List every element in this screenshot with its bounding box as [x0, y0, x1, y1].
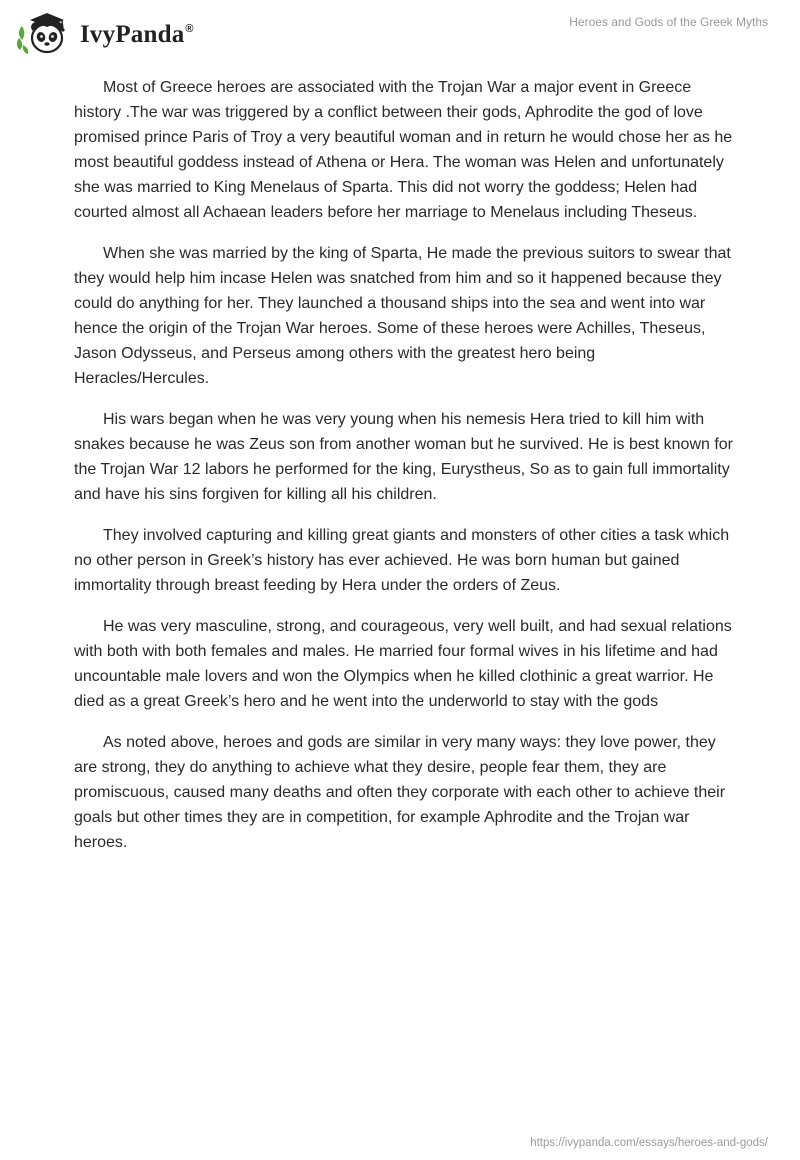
essay-body — [74, 75, 734, 871]
paragraph: They involved capturing and killing great giants and monsters of other cities a task which no other person in Greek’s history has ever achieved. He was born human but gained immortality through breast feeding by Hera under the orders of Zeus. — [74, 527, 730, 594]
paragraph: His wars began when he was very young when his nemesis Hera tried to kill him with snakes because he was Zeus son from another woman but he survived. He is best known for the Trojan War 12 labors he performed for the king, Eurystheus, So as to gain full immortality and have his sins forgiven for killing all his children. — [74, 411, 734, 503]
paragraph: As noted above, heroes and gods are similar in very many ways: they love power, they are strong, they do anything to achieve what they desire, people fear them, they are promiscuous, caused many deaths and often they corporate with each other to achieve their goals but other times they are in competition, for example Aphrodite and the Trojan war heroes. — [74, 734, 726, 851]
page-header — [0, 0, 800, 70]
paragraph: He was very masculine, strong, and courageous, very well built, and had sexual relations with both with both females and males. He married four formal wives in his lifetime and had uncountable male lovers and won the Olympics when he killed clothinic a great warrior. He died as a great Greek’s hero and he went into the underworld to stay with the gods — [74, 618, 732, 710]
ivypanda-logo[interactable] — [16, 10, 194, 58]
paragraph: Most of Greece heroes are associated with the Trojan War a major event in Greece history .The war was triggered by a conflict between their gods, Aphrodite the god of love promised prince Paris of Troy a very beautiful woman and in return he would chose her as he most beautiful goddess instead of Athena or Hera. The woman was Helen and unfortunately she was married to King Menelaus of Sparta. This did not worry the goddess; Helen had courted almost all Achaean leaders before her marriage to Menelaus including Theseus. — [74, 79, 733, 221]
document-title: Heroes and Gods of the Greek Myths — [569, 15, 768, 29]
registered-mark: ® — [185, 23, 194, 35]
source-url-link[interactable]: https://ivypanda.com/essays/heroes-and-gods/ — [530, 1137, 768, 1149]
brand-name: IvyPanda® — [80, 21, 194, 48]
panda-graduate-icon — [16, 10, 74, 58]
paragraph: When she was married by the king of Sparta, He made the previous suitors to swear that they would help him incase Helen was snatched from him and so it happened because they could do anything for her. They launched a thousand ships into the sea and went into war hence the origin of the Trojan War heroes. Some of these heroes were Achilles, Theseus, Jason Odysseus, and Perseus among others with the greatest hero being Heracles/Hercules. — [74, 245, 731, 387]
